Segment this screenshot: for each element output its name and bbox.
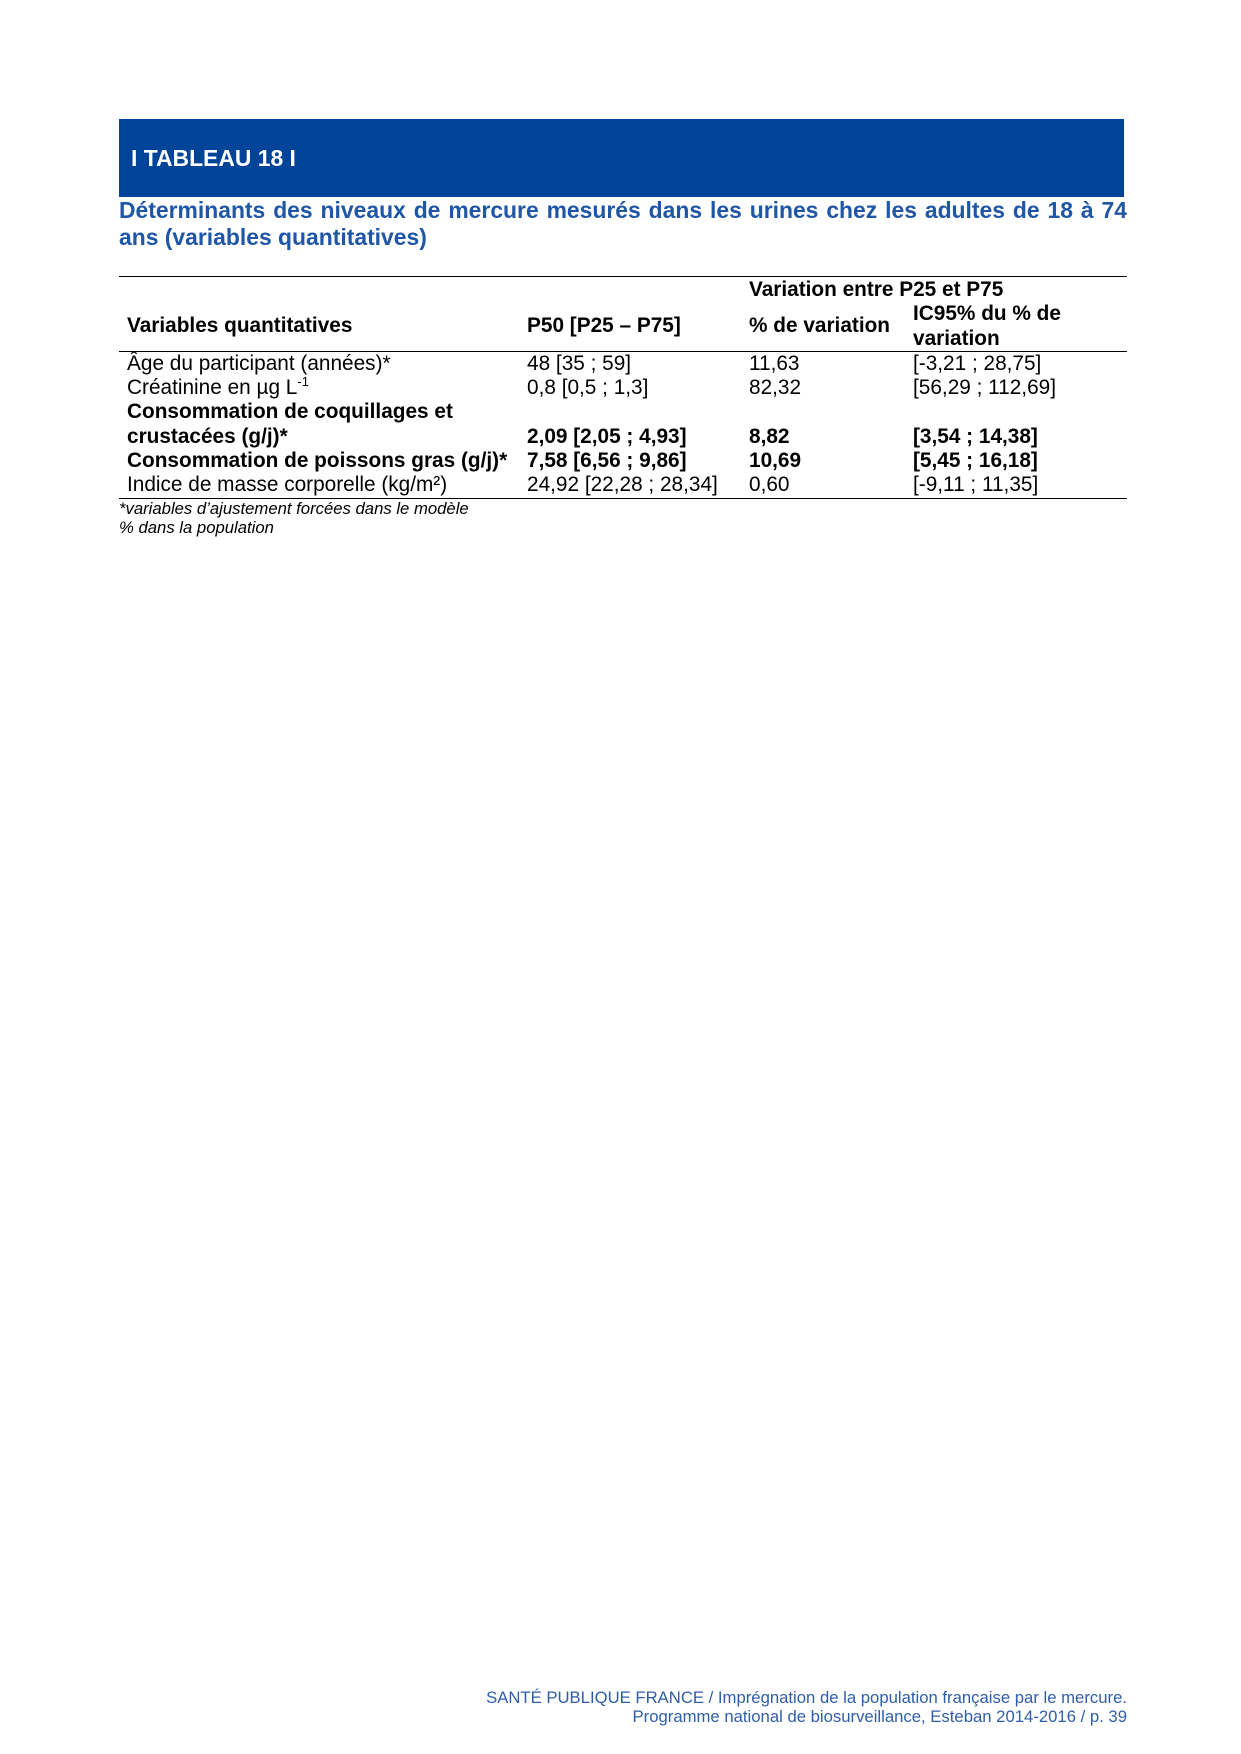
cell-variable: Consommation de coquillages et crustacées (g/j)* (127, 400, 453, 448)
cell-variation: 82,32 (749, 376, 802, 400)
cell-p50: 24,92 [22,28 ; 28,34] (527, 473, 718, 497)
cell-variable: Indice de masse corporelle (kg/m²) (127, 473, 448, 497)
cell-ic95: [56,29 ; 112,69] (913, 376, 1056, 400)
footer-program-line: Programme national de biosurveillance, Esteban 2014-2016 / p. 39 (632, 1707, 1127, 1726)
cell-variation: 11,63 (749, 351, 800, 375)
cell-variable: Consommation de poissons gras (g/j)* (127, 449, 508, 473)
cell-ic95: [-3,21 ; 28,75] (913, 351, 1042, 375)
cell-p50: 2,09 [2,05 ; 4,93] (527, 424, 687, 448)
column-header-variable: Variables quantitatives (119, 302, 521, 351)
variation-group-header: Variation entre P25 et P75 (749, 278, 1004, 301)
cell-variable-text: Créatinine en µg L (127, 376, 298, 400)
table-row (119, 351, 1127, 376)
column-header-ic95: IC95% du % de variation (906, 302, 1127, 351)
data-table (119, 276, 1127, 499)
table-number-label: I TABLEAU 18 I (131, 145, 296, 171)
table-footnotes (119, 499, 819, 537)
group-header-row (119, 277, 1127, 303)
cell-p50: 7,58 [6,56 ; 9,86] (527, 449, 687, 473)
table-title: Déterminants des niveaux de mercure mesurés dans les urines chez les adultes de 18 à 74 ans (variables quantitatives) (119, 197, 1127, 250)
cell-p50: 0,8 [0,5 ; 1,3] (527, 376, 649, 400)
footnote: % dans la population (119, 518, 274, 537)
column-header-variation: % de variation (744, 302, 906, 351)
cell-variation: 10,69 (749, 449, 802, 473)
footnote: *variables d’ajustement forcées dans le modèle (119, 499, 469, 518)
cell-ic95: [3,54 ; 14,38] (913, 424, 1038, 448)
page-footer (0, 1688, 1127, 1726)
cell-ic95: [-9,11 ; 11,35] (913, 473, 1039, 497)
column-header-row (119, 302, 1127, 351)
cell-variation: 0,60 (749, 473, 790, 497)
table-row (119, 473, 1127, 498)
footer-publisher-line: SANTÉ PUBLIQUE FRANCE / Imprégnation de la population française par le mercure. (486, 1688, 1127, 1707)
cell-variation: 8,82 (749, 424, 790, 448)
cell-p50: 48 [35 ; 59] (527, 351, 632, 375)
unit-exponent: -1 (297, 374, 309, 390)
cell-variable (119, 376, 521, 400)
cell-variable: Âge du participant (années)* (127, 351, 391, 375)
table-row-significant (119, 400, 1127, 449)
table-banner (119, 119, 1124, 197)
table-row (119, 376, 1127, 400)
column-header-p50: P50 [P25 – P75] (521, 302, 744, 351)
cell-ic95: [5,45 ; 16,18] (913, 449, 1038, 473)
table-row-significant (119, 449, 1127, 473)
empty-header-cell (119, 277, 744, 303)
